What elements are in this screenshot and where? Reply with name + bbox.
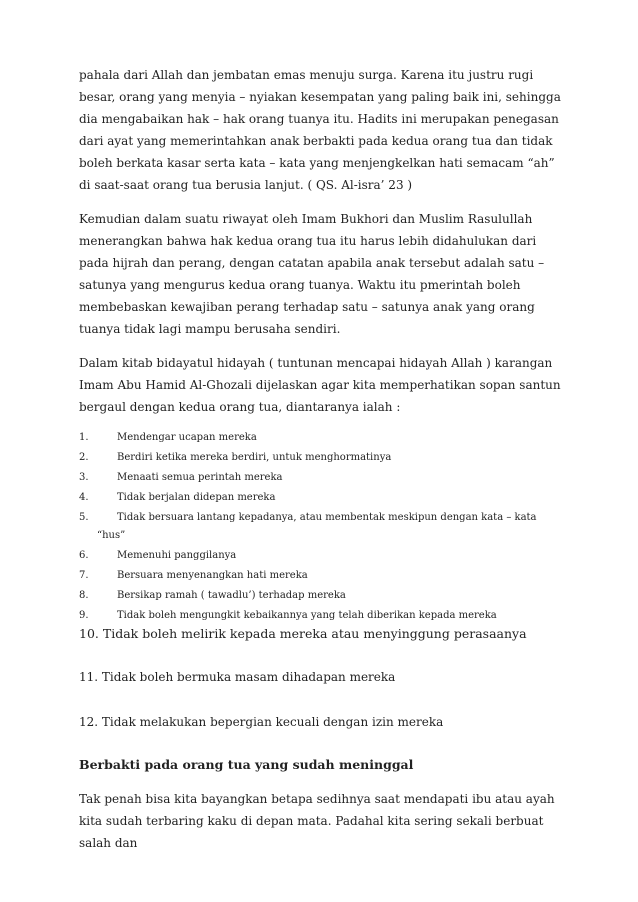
list-item: 10. Tidak boleh melirik kepada mereka atau menyinggung perasaanya bbox=[79, 626, 527, 641]
paragraph-3: Dalam kitab bidayatul hidayah ( tuntunan mencapai hidayah Allah ) karangan Imam Abu Hamid Al-Ghozali dijelaskan agar kita memperhatikan sopan santun bergaul dengan kedua orang tua, diantaranya ialah : bbox=[79, 356, 561, 414]
paragraph-2: Kemudian dalam suatu riwayat oleh Imam Bukhori dan Muslim Rasulullah menerangkan bahwa hak kedua orang tua itu harus lebih didahulukan dari pada hijrah dan perang, dengan catatan apabila anak tersebut adalah satu – satunya yang mengurus kedua orang tuanya. Waktu itu pmerintah boleh membebaskan kewajiban perang terhadap satu – satunya anak yang orang tuanya tidak lagi mampu berusaha sendiri. bbox=[79, 212, 545, 336]
list-item: 1. Mendengar ucapan mereka bbox=[79, 432, 257, 443]
final-paragraph: Tak penah bisa kita bayangkan betapa sedihnya saat mendapati ibu atau ayah kita sudah terbaring kaku di depan mata. Padahal kita sering sekali berbuat salah dan bbox=[79, 792, 555, 850]
list-item: 11. Tidak boleh bermuka masam dihadapan mereka bbox=[79, 670, 396, 684]
list-item: 2. Berdiri ketika mereka berdiri, untuk menghormatinya bbox=[79, 452, 392, 463]
etiquette-list-continued bbox=[79, 624, 565, 732]
list-item-continuation: “hus” bbox=[97, 530, 126, 541]
section-heading: Berbakti pada orang tua yang sudah meninggal bbox=[79, 757, 414, 772]
list-item: 9. Tidak boleh mengungkit kebaikannya yang telah diberikan kepada mereka bbox=[79, 610, 497, 621]
list-item: 4. Tidak berjalan didepan mereka bbox=[79, 492, 276, 503]
etiquette-list bbox=[79, 430, 565, 623]
list-item: 7. Bersuara menyenangkan hati mereka bbox=[79, 570, 308, 581]
list-item: 8. Bersikap ramah ( tawadlu’) terhadap mereka bbox=[79, 590, 346, 601]
list-item: 6. Memenuhi panggilanya bbox=[79, 550, 237, 561]
document-page bbox=[79, 64, 565, 866]
paragraph-1: pahala dari Allah dan jembatan emas menuju surga. Karena itu justru rugi besar, orang yang menyia – nyiakan kesempatan yang paling baik ini, sehingga dia mengabaikan hak – hak orang tuanya itu. Hadits ini merupakan penegasan dari ayat yang memerintahkan anak berbakti pada kedua orang tua dan tidak boleh berkata kasar serta kata – kata yang menjengkelkan hati semacam “ah” di saat-saat orang tua berusia lanjut. ( QS. Al-isra’ 23 ) bbox=[79, 68, 561, 192]
list-item: 3. Menaati semua perintah mereka bbox=[79, 472, 283, 483]
list-item: 12. Tidak melakukan bepergian kecuali dengan izin mereka bbox=[79, 715, 444, 729]
list-item: 5. Tidak bersuara lantang kepadanya, atau membentak meskipun dengan kata – kata “hus” bbox=[79, 510, 565, 543]
